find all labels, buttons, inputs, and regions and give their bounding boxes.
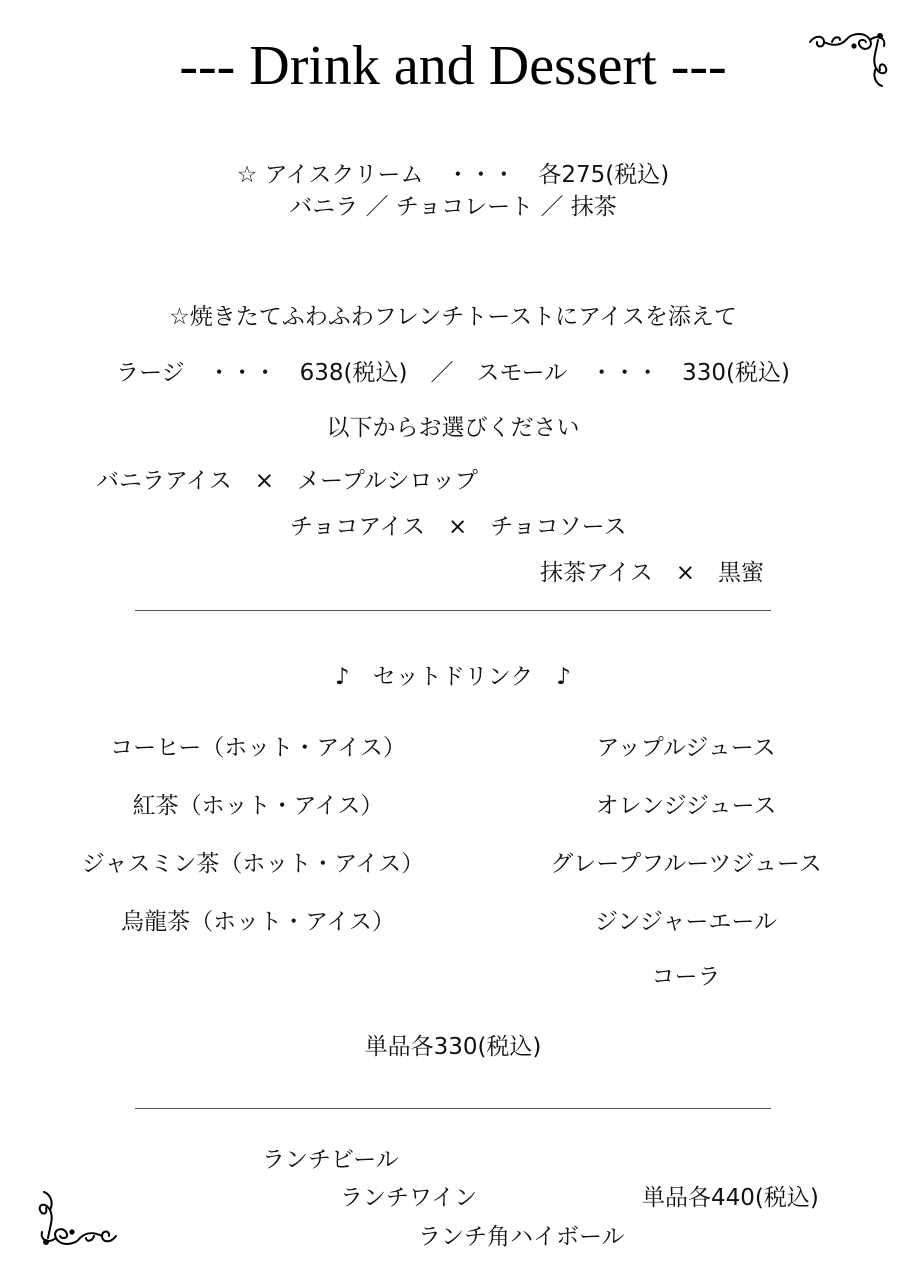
section-divider (135, 1108, 771, 1109)
drink-item: ジンジャーエール (595, 909, 777, 935)
page-title: --- Drink and Dessert --- (179, 35, 727, 97)
french-toast-heading: ☆焼きたてふわふわフレンチトーストにアイスを添えて (169, 304, 737, 330)
flourish-ornament-top-right (806, 30, 890, 92)
drink-item: 烏龍茶（ホット・アイス） (121, 909, 395, 935)
drink-item: アップルジュース (596, 735, 776, 761)
alcohol-item: ランチワイン (340, 1185, 478, 1211)
alcohol-item: ランチビール (262, 1147, 399, 1173)
ice-cream-flavors: バニラ ／ チョコレート ／ 抹茶 (289, 194, 617, 220)
french-toast-choose: 以下からお選びください (326, 415, 580, 441)
ice-cream-price-line: ☆ アイスクリーム ・・・ 各275(税込) (236, 162, 670, 188)
drink-item: ジャスミン茶（ホット・アイス） (81, 851, 425, 877)
drink-item: 紅茶（ホット・アイス） (132, 793, 384, 819)
french-toast-option: チョコアイス × チョコソース (290, 514, 627, 540)
drink-item: コーヒー（ホット・アイス） (110, 735, 406, 761)
drink-item: コーラ (651, 964, 721, 990)
french-toast-sizes: ラージ ・・・ 638(税込) ／ スモール ・・・ 330(税込) (116, 360, 790, 386)
alcohol-price: 単品各440(税込) (642, 1185, 819, 1211)
french-toast-option: バニラアイス × メープルシロップ (96, 468, 478, 494)
drink-item: オレンジジュース (595, 793, 777, 819)
set-drink-price: 単品各330(税込) (364, 1034, 542, 1060)
french-toast-option: 抹茶アイス × 黒蜜 (540, 560, 764, 586)
set-drink-heading: ♪ セットドリンク ♪ (335, 664, 571, 690)
alcohol-item: ランチ角ハイボール (418, 1224, 625, 1250)
drink-item: グレープフルーツジュース (550, 851, 822, 877)
flourish-ornament-bottom-left (36, 1186, 120, 1248)
section-divider (135, 610, 771, 611)
